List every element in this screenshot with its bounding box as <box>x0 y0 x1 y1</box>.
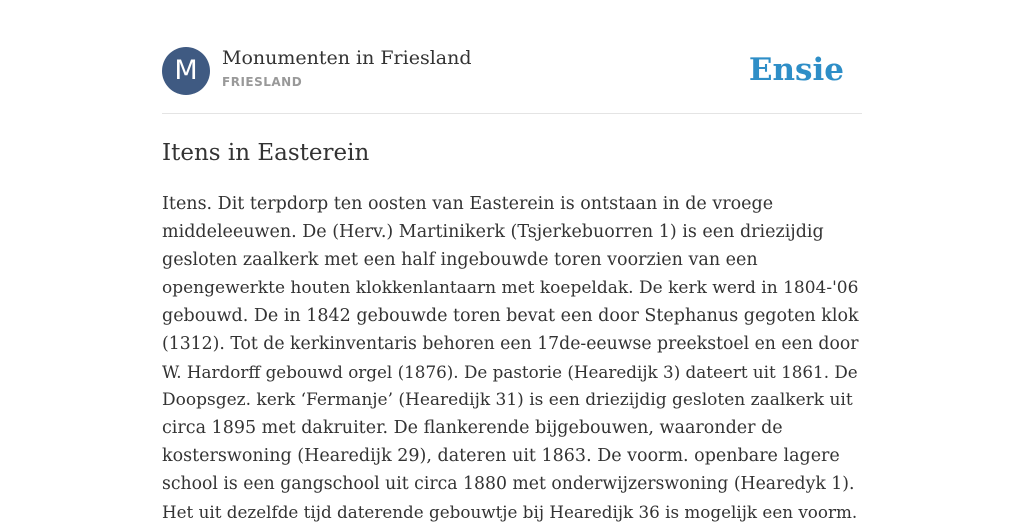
article-line: opengewerkte houten klokkenlantaarn met koepeldak. De kerk werd in 1804-'06 <box>162 278 859 298</box>
article-line: school is een gangschool uit circa 1880 met onderwijzerswoning (Hearedyk 1). <box>162 474 855 494</box>
article-body <box>162 190 862 526</box>
article-line: gebouwd. De in 1842 gebouwde toren bevat een door Stephanus gegoten klok <box>162 306 859 326</box>
article-line: kosterswoning (Hearedijk 29), dateren uit 1863. De voorm. openbare lagere <box>162 446 840 466</box>
article-line: Doopsgez. kerk ‘Fermanje’ (Hearedijk 31) is een driezijdig gesloten zaalkerk uit <box>162 390 853 410</box>
article-line: Het uit dezelfde tijd daterende gebouwtje bij Hearedijk 36 is mogelijk een voorm. <box>162 502 858 522</box>
article-line: gesloten zaalkerk met een half ingebouwde toren voorzien van een <box>162 250 758 270</box>
site-subtitle-link[interactable]: FRIESLAND <box>222 75 303 89</box>
article-line: circa 1895 met dakruiter. De flankerende bijgebouwen, waaronder de <box>162 418 783 438</box>
site-header <box>162 46 862 96</box>
article-line: (1312). Tot de kerkinventaris behoren een 17de-eeuwse preekstoel en een door <box>162 334 859 354</box>
article-line: middeleeuwen. De (Herv.) Martinikerk (Tsjerkebuorren 1) is een driezijdig <box>162 222 824 242</box>
ensie-logo[interactable]: Ensie <box>748 52 844 88</box>
avatar[interactable]: M <box>162 47 210 95</box>
article-line: W. Hardorff gebouwd orgel (1876). De pastorie (Hearedijk 3) dateert uit 1861. De <box>162 362 858 382</box>
article-title: Itens in Easterein <box>162 140 370 166</box>
article-line: Itens. Dit terpdorp ten oosten van Easterein is ontstaan in de vroege <box>162 194 774 214</box>
header-divider <box>162 113 862 114</box>
site-title-link[interactable]: Monumenten in Friesland <box>222 47 472 69</box>
